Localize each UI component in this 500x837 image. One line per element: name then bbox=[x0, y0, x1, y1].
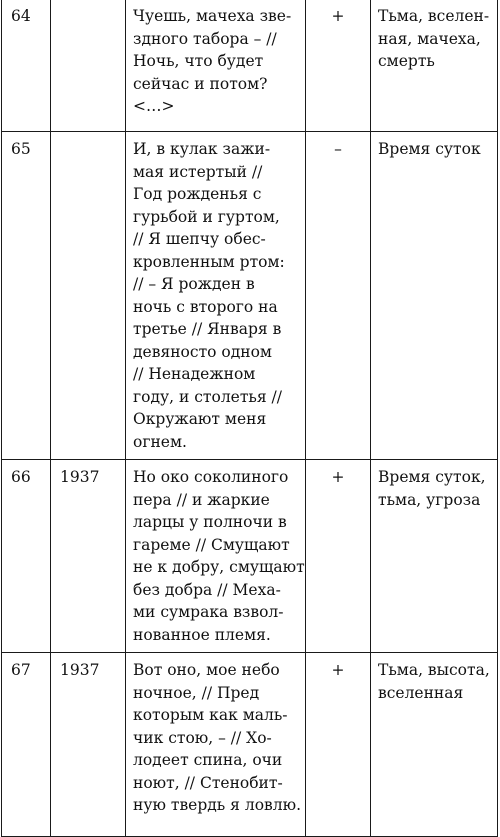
theme-line: ная, мачеха, bbox=[378, 29, 481, 48]
poem-text-line: мая истертый // bbox=[133, 162, 263, 181]
poem-text-line: ную твердь я ловлю. bbox=[133, 796, 302, 814]
table-row bbox=[2, 653, 498, 837]
poem-text-line: Ночь, что будет bbox=[133, 52, 264, 70]
poem-text-line: огнем. bbox=[133, 432, 187, 451]
poem-text-line: <…> bbox=[133, 97, 175, 115]
theme-cell bbox=[371, 460, 498, 653]
row-number-cell: 66 bbox=[2, 460, 51, 653]
poem-text-line: // Ненадежном bbox=[133, 365, 256, 383]
poem-text-line: здного табора – // bbox=[133, 29, 277, 48]
theme-line: тьма, угроза bbox=[378, 490, 481, 509]
poem-text-line: ноют, // Стенобит- bbox=[133, 773, 283, 792]
theme-cell bbox=[371, 653, 498, 837]
poem-text-line: нованное племя. bbox=[133, 625, 271, 644]
poem-text-line: кровленным ртом: bbox=[133, 252, 285, 271]
poem-text-cell bbox=[126, 0, 306, 132]
table-row bbox=[2, 132, 498, 460]
poem-text-line: Окружают меня bbox=[133, 410, 267, 428]
poem-text-line: ночь с второго на bbox=[133, 297, 278, 316]
poem-text-line: ми сумрака взвол- bbox=[133, 603, 284, 621]
poem-text-cell bbox=[126, 460, 306, 653]
row-number-cell: 65 bbox=[2, 132, 51, 460]
theme-line: Тьма, высота, bbox=[378, 661, 490, 679]
poem-text-line: не к добру, смущают bbox=[133, 558, 305, 576]
sign-cell: + bbox=[306, 0, 371, 132]
row-number-cell: 64 bbox=[2, 0, 51, 132]
poem-text-cell bbox=[126, 653, 306, 837]
poem-text-line: девяносто одном bbox=[133, 342, 272, 361]
theme-line: Время суток bbox=[378, 140, 481, 158]
poem-text-line: Вот оно, мое небо bbox=[133, 661, 280, 679]
poem-text-line: третье // Января в bbox=[133, 320, 282, 338]
poem-text-line: Но око соколиного bbox=[133, 468, 289, 486]
table-row bbox=[2, 460, 498, 653]
year-cell: 1937 bbox=[51, 460, 126, 653]
row-number-cell: 67 bbox=[2, 653, 51, 837]
poem-analysis-table bbox=[1, 0, 498, 837]
poem-text-line: ларцы у полночи в bbox=[133, 513, 287, 531]
poem-text-line: которым как маль- bbox=[133, 706, 288, 724]
poem-text-line: году, и столетья // bbox=[133, 387, 282, 406]
theme-cell bbox=[371, 0, 498, 132]
poem-text-line: без добра // Меха- bbox=[133, 580, 281, 599]
poem-text-line: чик стою, – // Хо- bbox=[133, 728, 272, 747]
table-row bbox=[2, 0, 498, 132]
year-cell: 1937 bbox=[51, 653, 126, 837]
poem-text-line: Год рожденья с bbox=[133, 185, 262, 203]
poem-text-cell bbox=[126, 132, 306, 460]
year-cell bbox=[51, 0, 126, 132]
poem-text-line: лодеет спина, очи bbox=[133, 751, 283, 769]
poem-text-line: И, в кулак зажи- bbox=[133, 140, 271, 158]
theme-line: вселенная bbox=[378, 683, 464, 702]
sign-cell: + bbox=[306, 653, 371, 837]
sign-cell: – bbox=[306, 132, 371, 460]
theme-cell bbox=[371, 132, 498, 460]
year-cell bbox=[51, 132, 126, 460]
poem-text-line: гурьбой и гуртом, bbox=[133, 207, 280, 226]
poem-text-line: сейчас и потом? bbox=[133, 74, 268, 93]
poem-text-line: // Я шепчу обес- bbox=[133, 230, 266, 248]
sign-cell: + bbox=[306, 460, 371, 653]
poem-text-line: ночное, // Пред bbox=[133, 683, 260, 702]
poem-text-line: пера // и жаркие bbox=[133, 490, 270, 509]
theme-line: Время суток, bbox=[378, 468, 486, 486]
poem-text-line: гареме // Смущают bbox=[133, 535, 290, 554]
table-body bbox=[2, 0, 498, 837]
theme-line: Тьма, вселен- bbox=[378, 7, 490, 25]
poem-text-line: Чуешь, мачеха зве- bbox=[133, 7, 292, 25]
poem-text-line: // – Я рожден в bbox=[133, 275, 255, 293]
theme-line: смерть bbox=[378, 52, 435, 70]
